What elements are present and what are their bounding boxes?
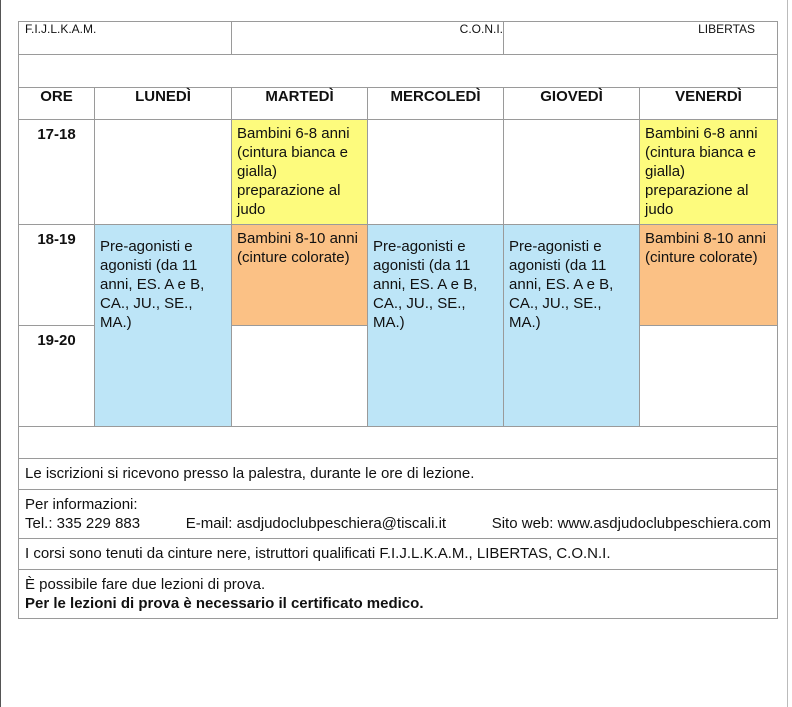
slot-mercoledi-17 [368, 120, 504, 225]
days-header-row [19, 88, 778, 120]
slot-giovedi-pre-agonisti [504, 225, 640, 427]
time-19-20: 19-20 [19, 326, 95, 427]
slot-martedi-bambini-6-8: Bambini 6-8 anni (cintura bianca e gialla) preparazione al judo [232, 120, 368, 225]
info-contatti-row [19, 490, 778, 539]
header-coni: C.O.N.I. [232, 22, 504, 55]
page-border-right [787, 0, 788, 707]
certificato-text: Per le lezioni di prova è necessario il certificato medico. [25, 595, 424, 612]
info-prova [19, 570, 778, 619]
slot-giovedi-17 [504, 120, 640, 225]
col-venerdi: VENERDÌ [640, 88, 778, 120]
pre-agonisti-text: Pre-agonisti e agonisti (da 11 anni, ES. A e B, CA., JU., SE., MA.) [373, 238, 478, 331]
info-corsi: I corsi sono tenuti da cinture nere, istruttori qualificati F.I.J.L.K.A.M., LIBERTAS, C.O.N.I. [19, 539, 778, 570]
contact-line [25, 514, 771, 533]
email-link[interactable]: E-mail: asdjudoclubpeschiera@tiscali.it [185, 515, 447, 532]
info-corsi-row [19, 539, 778, 570]
per-informazioni-label: Per informazioni: [25, 496, 138, 513]
page-border-left [0, 0, 1, 707]
info-iscrizioni-row [19, 459, 778, 490]
website-link[interactable]: Sito web: www.asdjudoclubpeschiera.com [491, 515, 772, 532]
info-iscrizioni: Le iscrizioni si ricevono presso la palestra, durante le ore di lezione. [19, 459, 778, 490]
slot-venerdi-19 [640, 326, 778, 427]
slot-lunedi-17 [95, 120, 232, 225]
slot-mercoledi-pre-agonisti [368, 225, 504, 427]
slot-lunedi-pre-agonisti [95, 225, 232, 427]
row-18-19 [19, 225, 778, 326]
pre-agonisti-text: Pre-agonisti e agonisti (da 11 anni, ES. A e B, CA., JU., SE., MA.) [100, 238, 205, 331]
blank-row [19, 55, 778, 88]
row-17-18 [19, 120, 778, 225]
time-18-19: 18-19 [19, 225, 95, 326]
gap-row [19, 427, 778, 459]
federation-header-row [19, 22, 778, 55]
col-mercoledi: MERCOLEDÌ [368, 88, 504, 120]
info-prova-row [19, 570, 778, 619]
telefono: Tel.: 335 229 883 [25, 515, 141, 532]
slot-martedi-bambini-8-10: Bambini 8-10 anni (cinture colorate) [232, 225, 368, 326]
col-lunedi: LUNEDÌ [95, 88, 232, 120]
pre-agonisti-text: Pre-agonisti e agonisti (da 11 anni, ES. A e B, CA., JU., SE., MA.) [509, 238, 614, 331]
time-17-18: 17-18 [19, 120, 95, 225]
col-ore: ORE [19, 88, 95, 120]
slot-venerdi-bambini-6-8: Bambini 6-8 anni (cintura bianca e gialla) preparazione al judo [640, 120, 778, 225]
header-fijlkam: F.I.J.L.K.A.M. [19, 22, 232, 55]
slot-venerdi-bambini-8-10: Bambini 8-10 anni (cinture colorate) [640, 225, 778, 326]
schedule-table [18, 21, 778, 619]
info-contatti [19, 490, 778, 539]
prova-text: È possibile fare due lezioni di prova. [25, 576, 266, 593]
header-libertas: LIBERTAS [504, 22, 778, 55]
col-martedi: MARTEDÌ [232, 88, 368, 120]
slot-martedi-19 [232, 326, 368, 427]
col-giovedi: GIOVEDÌ [504, 88, 640, 120]
